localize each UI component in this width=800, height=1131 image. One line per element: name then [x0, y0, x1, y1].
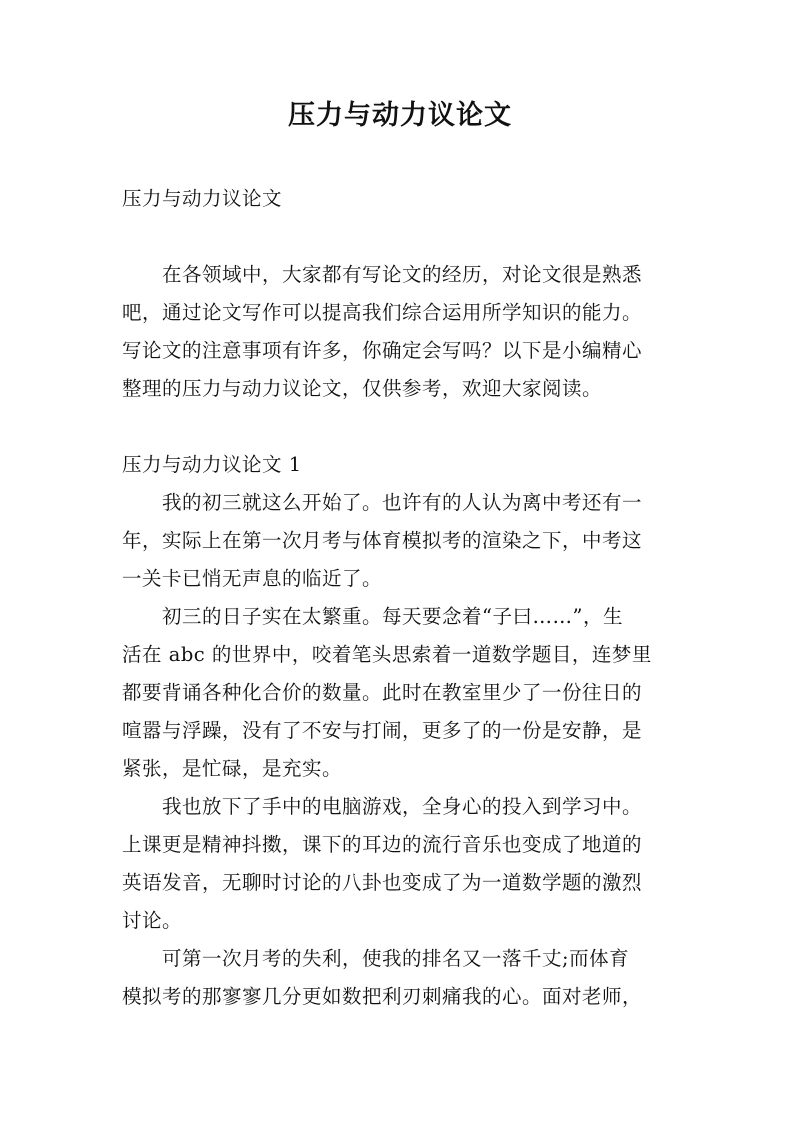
paragraph-line: 喧嚣与浮躁，没有了不安与打闹，更多了的一份是安静，是 [122, 719, 643, 742]
document-body [122, 180, 687, 1016]
paragraph-line: 都要背诵各种化合价的数量。此时在教室里少了一份往日的 [122, 681, 643, 704]
document-subtitle: 压力与动力议论文 [122, 187, 283, 210]
body-paragraph [122, 788, 687, 940]
intro-line: 写论文的注意事项有许多，你确定会写吗？以下是小编精心 [122, 339, 643, 362]
intro-paragraph [122, 256, 687, 408]
paragraph-line: 可第一次月考的失利，使我的排名又一落千丈;而体育 [162, 947, 630, 970]
paragraph-line: 初三的日子实在太繁重。每天要念着“子曰……”，生 [162, 605, 623, 628]
paragraph-line: 讨论。 [122, 909, 183, 932]
body-paragraph [122, 484, 687, 598]
intro-line: 在各领域中，大家都有写论文的经历，对论文很是熟悉 [162, 263, 643, 286]
paragraph-line: 英语发音，无聊时讨论的八卦也变成了为一道数学题的激烈 [122, 871, 643, 894]
section-heading: 压力与动力议论文 1 [122, 453, 302, 476]
paragraph-line: 模拟考的那寥寥几分更如数把利刃刺痛我的心。面对老师， [122, 985, 643, 1008]
document-title: 压力与动力议论文 [288, 100, 512, 131]
paragraph-line: 活在 abc 的世界中，咬着笔头思索着一道数学题目，连梦里 [122, 643, 652, 666]
paragraph-line: 年，实际上在第一次月考与体育模拟考的渲染之下，中考这 [122, 529, 643, 552]
paragraph-line: 紧张，是忙碌，是充实。 [122, 757, 343, 780]
paragraph-line: 我也放下了手中的电脑游戏，全身心的投入到学习中。 [162, 795, 643, 818]
paragraph-line: 我的初三就这么开始了。也许有的人认为离中考还有一 [162, 491, 643, 514]
body-paragraph [122, 940, 687, 1016]
paragraph-line: 上课更是精神抖擞，课下的耳边的流行音乐也变成了地道的 [122, 833, 643, 856]
body-paragraph [122, 598, 687, 788]
intro-line: 吧，通过论文写作可以提高我们综合运用所学知识的能力。 [122, 301, 643, 324]
paragraph-line: 一关卡已悄无声息的临近了。 [122, 567, 383, 590]
intro-line: 整理的压力与动力议论文，仅供参考，欢迎大家阅读。 [122, 377, 603, 400]
